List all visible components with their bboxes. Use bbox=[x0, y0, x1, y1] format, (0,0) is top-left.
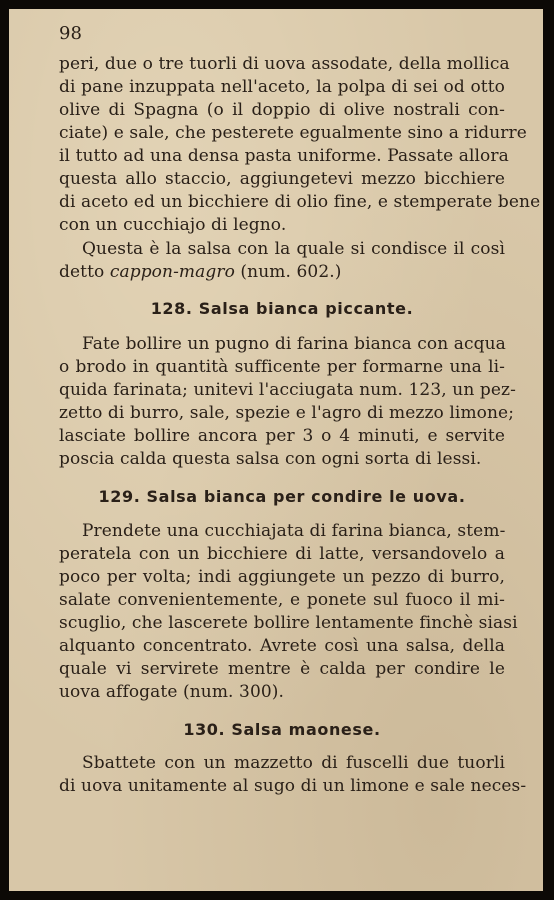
text-line: poscia calda questa salsa con ogni sorta di lessi. bbox=[59, 449, 482, 469]
recipe-heading-128: 128. Salsa bianca piccante. bbox=[150, 299, 414, 318]
recipe-heading-129: 129. Salsa bianca per condire le uova. bbox=[98, 487, 466, 506]
text-line: lasciate bollire ancora per 3 o 4 minuti, e servite bbox=[59, 426, 505, 446]
page-number: 98 bbox=[59, 23, 82, 44]
text-line bbox=[59, 261, 505, 284]
text-line: peri, due o tre tuorli di uova assodate, della mollica bbox=[59, 54, 510, 74]
dish-name-italic: cappon-magro bbox=[109, 262, 235, 282]
text-line: o brodo in quantità sufficente per formarne una li- bbox=[59, 357, 505, 377]
text-line: salate convenientemente, e ponete sul fuoco il mi- bbox=[59, 590, 505, 610]
text-line: uova affogate (num. 300). bbox=[59, 682, 285, 702]
text-line: questa allo staccio, aggiungetevi mezzo bicchiere bbox=[59, 169, 505, 189]
text-line: di aceto ed un bicchiere di olio fine, e stemperate bene bbox=[59, 192, 541, 212]
text-line: poco per volta; indi aggiungete un pezzo di burro, bbox=[59, 567, 505, 587]
text-line: Questa è la salsa con la quale si condisce il così bbox=[82, 239, 505, 259]
text-line: il tutto ad una densa pasta uniforme. Passate allora bbox=[59, 146, 509, 166]
text-line: alquanto concentrato. Avrete così una salsa, della bbox=[59, 636, 505, 656]
text-line: ciate) e sale, che pesterete egualmente sino a ridurre bbox=[59, 123, 527, 143]
text-line: Sbattete con un mazzetto di fuscelli due tuorli bbox=[82, 753, 505, 773]
text-line: quale vi servirete mentre è calda per condire le bbox=[59, 659, 505, 679]
book-page bbox=[9, 9, 543, 891]
text-line: di pane inzuppata nell'aceto, la polpa di sei od otto bbox=[59, 77, 505, 97]
text-run: detto bbox=[59, 262, 110, 282]
text-line: peratela con un bicchiere di latte, versandovelo a bbox=[59, 544, 505, 564]
text-line: con un cucchiajo di legno. bbox=[59, 215, 287, 235]
text-line: Fate bollire un pugno di farina bianca con acqua bbox=[82, 334, 506, 354]
text-line: olive di Spagna (o il doppio di olive nostrali con- bbox=[59, 100, 505, 120]
text-line: zetto di burro, sale, spezie e l'agro di mezzo limone; bbox=[59, 403, 515, 423]
text-line: quida farinata; unitevi l'acciugata num. 123, un pez- bbox=[59, 380, 516, 400]
text-line: di uova unitamente al sugo di un limone e sale neces- bbox=[59, 776, 527, 796]
recipe-heading-130: 130. Salsa maonese. bbox=[183, 720, 381, 739]
text-line: scuglio, che lascerete bollire lentamente finchè siasi bbox=[59, 613, 518, 633]
text-line: Prendete una cucchiajata di farina bianca, stem- bbox=[82, 521, 506, 541]
text-run: (num. 602.) bbox=[234, 262, 342, 282]
